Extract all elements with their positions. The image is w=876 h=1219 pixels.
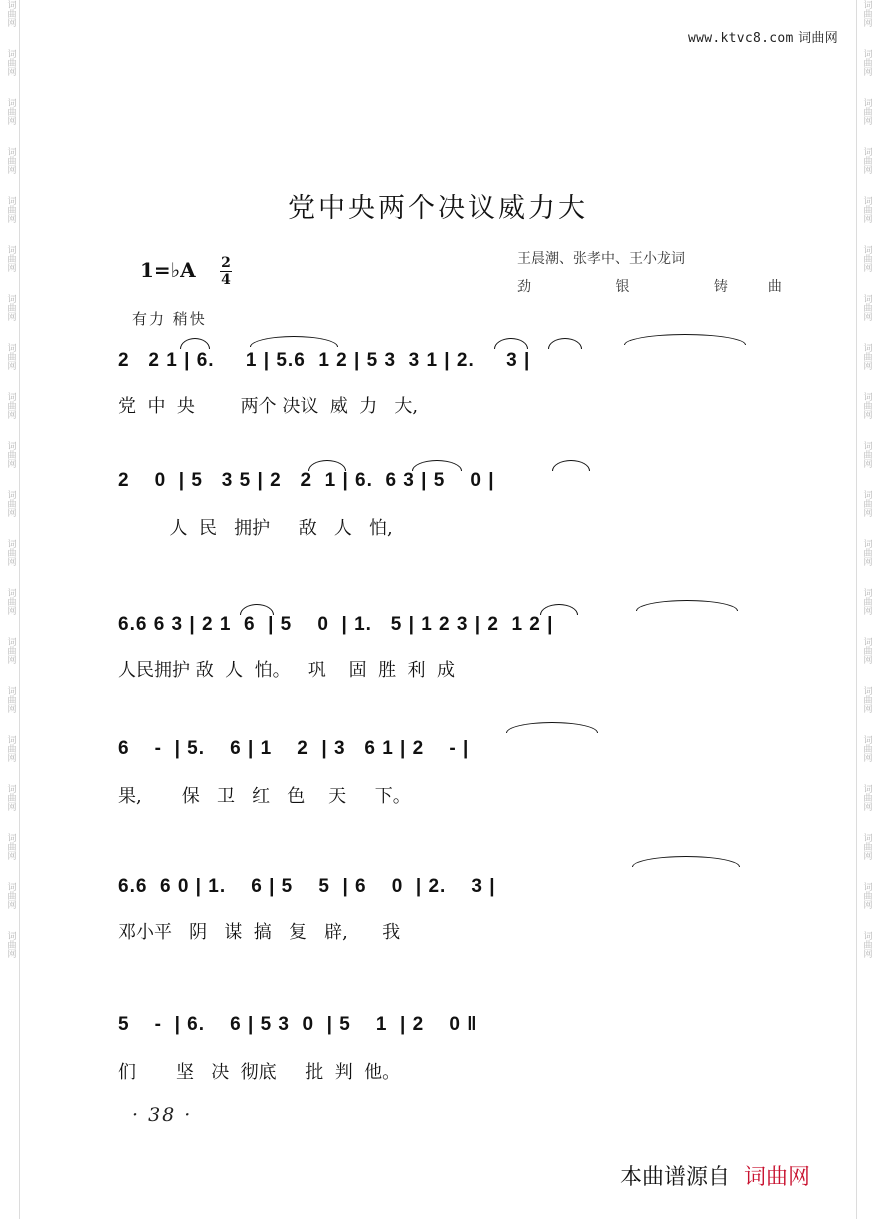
slur-mark: [636, 600, 738, 611]
notation-line-4: 6 - | 5. 6 | 1 2 | 3 6 1 | 2 - |: [118, 738, 470, 759]
edge-watermark-text: 词曲网: [861, 539, 872, 566]
edge-watermark-text: 词曲网: [861, 49, 872, 76]
edge-watermark-text: 词曲网: [5, 588, 16, 615]
edge-watermark-text: 词曲网: [5, 441, 16, 468]
edge-watermark-text: 词曲网: [5, 196, 16, 223]
edge-watermark-text: 词曲网: [861, 882, 872, 909]
page-number: · 38 ·: [132, 1104, 193, 1126]
edge-watermark-text: 词曲网: [5, 931, 16, 958]
composer-credit: 劲 银 铸曲: [517, 279, 822, 295]
edge-watermark-text: 词曲网: [5, 637, 16, 664]
edge-watermark-text: 词曲网: [5, 147, 16, 174]
notation-line-1: 2 2 1 | 6. 1 | 5.6 1 2 | 5 3 3 1 | 2. 3 |: [118, 350, 531, 371]
left-watermark-strip: [2, 0, 18, 1219]
lyrics-line-3: 人民拥护 敌 人 怕。 巩 固 胜 利 成: [118, 660, 455, 681]
time-signature-top: 2: [221, 255, 231, 271]
slur-mark: [632, 856, 740, 867]
left-edge-rule: [19, 0, 20, 1219]
lyrics-line-2: 人 民 拥护 敌 人 怕,: [118, 518, 393, 539]
slur-mark: [506, 722, 598, 733]
time-signature-bottom: 4: [221, 272, 231, 288]
edge-watermark-text: 词曲网: [861, 343, 872, 370]
edge-watermark-text: 词曲网: [5, 245, 16, 272]
edge-watermark-text: 词曲网: [5, 833, 16, 860]
edge-watermark-text: 词曲网: [5, 735, 16, 762]
notation-line-2: 2 0 | 5 3 5 | 2 2 1 | 6. 6 3 | 5 0 |: [118, 470, 495, 491]
source-prefix: 本曲谱源自: [620, 1165, 731, 1190]
edge-watermark-text: 词曲网: [5, 539, 16, 566]
slur-mark: [624, 334, 746, 345]
edge-watermark-text: 词曲网: [861, 441, 872, 468]
edge-watermark-text: 词曲网: [5, 490, 16, 517]
site-watermark: [688, 27, 838, 46]
lyricist-credit: 王晨潮、张孝中、王小龙词: [517, 251, 685, 267]
edge-watermark-text: 词曲网: [861, 735, 872, 762]
slur-mark: [494, 338, 528, 349]
edge-watermark-text: 词曲网: [861, 490, 872, 517]
edge-watermark-text: 词曲网: [5, 98, 16, 125]
slur-mark: [250, 336, 338, 347]
right-watermark-strip: [858, 0, 874, 1219]
edge-watermark-text: 词曲网: [861, 784, 872, 811]
source-attribution: [620, 1160, 810, 1191]
edge-watermark-text: 词曲网: [861, 0, 872, 27]
edge-watermark-text: 词曲网: [861, 392, 872, 419]
edge-watermark-text: 词曲网: [861, 245, 872, 272]
slur-mark: [180, 338, 210, 349]
edge-watermark-text: 词曲网: [861, 931, 872, 958]
edge-watermark-text: 词曲网: [861, 588, 872, 615]
lyrics-line-1: 党 中 央 两个 决议 威 力 大,: [118, 396, 419, 417]
edge-watermark-text: 词曲网: [861, 196, 872, 223]
key-signature: 1=♭A: [140, 258, 196, 282]
slur-mark: [552, 460, 590, 471]
time-signature: [220, 256, 232, 287]
tempo-marking: 有力 稍快: [132, 310, 207, 328]
lyrics-line-6: 们 坚 决 彻底 批 判 他。: [118, 1062, 401, 1083]
edge-watermark-text: 词曲网: [5, 784, 16, 811]
notation-line-6: 5 - | 6. 6 | 5 3 0 | 5 1 | 2 0 ‖: [118, 1014, 478, 1035]
edge-watermark-text: 词曲网: [5, 392, 16, 419]
site-name: 词曲网: [798, 31, 838, 46]
edge-watermark-text: 词曲网: [5, 882, 16, 909]
edge-watermark-text: 词曲网: [5, 294, 16, 321]
edge-watermark-text: 词曲网: [5, 0, 16, 27]
edge-watermark-text: 词曲网: [861, 294, 872, 321]
edge-watermark-text: 词曲网: [861, 98, 872, 125]
song-title: 党中央两个决议威力大: [288, 193, 588, 224]
notation-line-5: 6.6 6 0 | 1. 6 | 5 5 | 6 0 | 2. 3 |: [118, 876, 496, 897]
slur-mark: [308, 460, 346, 471]
edge-watermark-text: 词曲网: [5, 686, 16, 713]
edge-watermark-text: 词曲网: [5, 49, 16, 76]
lyrics-line-4: 果, 保 卫 红 色 天 下。: [118, 786, 411, 807]
notation-line-3: 6.6 6 3 | 2 1 6 | 5 0 | 1. 5 | 1 2 3 | 2 1 2 |: [118, 614, 554, 635]
edge-watermark-text: 词曲网: [861, 147, 872, 174]
slur-mark: [548, 338, 582, 349]
edge-watermark-text: 词曲网: [5, 343, 16, 370]
site-url: www.ktvc8.com: [688, 31, 794, 46]
edge-watermark-text: 词曲网: [861, 833, 872, 860]
edge-watermark-text: 词曲网: [861, 637, 872, 664]
lyrics-line-5: 邓小平 阴 谋 搞 复 辟, 我: [118, 922, 401, 943]
slur-mark: [240, 604, 274, 615]
slur-mark: [412, 460, 462, 471]
slur-mark: [540, 604, 578, 615]
source-brand: 词曲网: [744, 1165, 811, 1190]
edge-watermark-text: 词曲网: [861, 686, 872, 713]
right-edge-rule: [856, 0, 857, 1219]
